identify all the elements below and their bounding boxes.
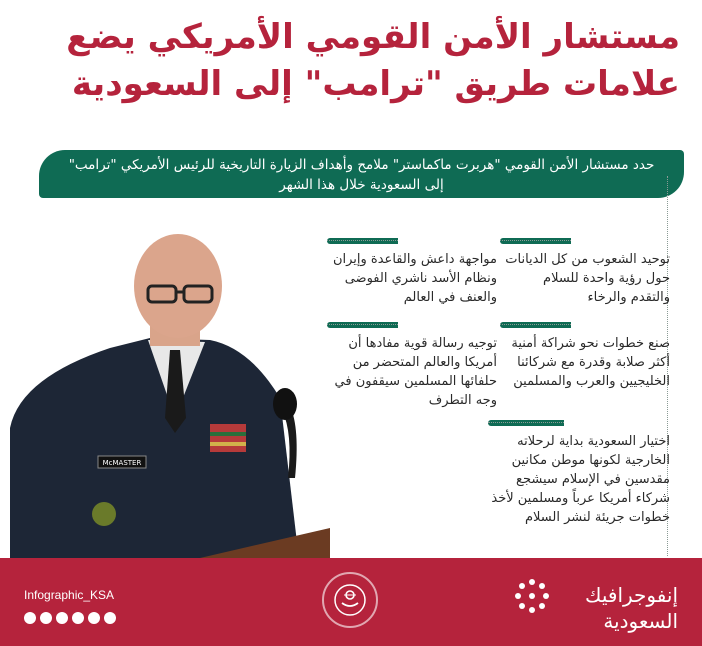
microphone-icon <box>273 388 297 420</box>
point-text: اختيار السعودية بداية لرحلاته الخارجية لكونها موطن مكانين مقدسين في الإسلام سيشجع شركاء أمريكا عرباً ومسلمين لأخذ خطوات جريئة لنشر السلام <box>491 434 670 525</box>
point-item-5 <box>488 420 670 527</box>
point-text: مواجهة داعش والقاعدة وإيران ونظام الأسد ناشري الفوضى والعنف في العالم <box>332 252 497 305</box>
intro-banner: حدد مستشار الأمن القومي "هربرت ماكماستر" ملامح وأهداف الزيارة التاريخية للرئيس الأمريكي "ترامب" إلى السعودية خلال هذا الشهر <box>39 150 684 198</box>
snapchat-icon[interactable] <box>88 612 100 624</box>
headline <box>20 14 680 108</box>
point-bar <box>327 238 398 244</box>
twitter-icon[interactable] <box>24 612 36 624</box>
point-text: توجيه رسالة قوية مفادها أن أمريكا والعالم المتحضر من حلفائها المسلمين سيقفون في وجه التطرف <box>334 336 497 408</box>
point-bar <box>500 238 571 244</box>
point-text: توحيد الشعوب من كل الديانات حول رؤية واحدة للسلام والتقدم والرخاء <box>505 252 670 305</box>
headline-line-2: علامات طريق "ترامب" إلى السعودية <box>71 64 680 104</box>
headline-line-1: مستشار الأمن القومي الأمريكي يضع <box>66 17 680 57</box>
instagram-icon[interactable] <box>72 612 84 624</box>
telegram-icon[interactable] <box>104 612 116 624</box>
point-item-4 <box>327 322 497 410</box>
point-item-3 <box>500 322 670 391</box>
youtube-icon[interactable] <box>56 612 68 624</box>
social-icons <box>24 612 116 624</box>
footer-bar <box>0 558 702 646</box>
brand-logo <box>585 582 678 634</box>
footer-handle: Infographic_KSA <box>24 588 115 602</box>
point-bar <box>500 322 571 328</box>
brand-dots-icon <box>512 576 552 616</box>
point-bar <box>488 420 564 426</box>
emblem-icon <box>322 572 378 628</box>
point-text: صنع خطوات نحو شراكة أمنية أكثر صلابة وقدرة مع شركائنا الخليجيين والعرب والمسلمين <box>511 336 670 389</box>
facebook-icon[interactable] <box>40 612 52 624</box>
point-item-1 <box>500 238 670 307</box>
point-bar <box>327 322 398 328</box>
point-item-2 <box>327 238 497 307</box>
brand-line-1: إنفوجرافيك <box>585 583 678 607</box>
brand-line-2: السعودية <box>603 609 678 633</box>
nameplate-text: McMASTER <box>102 459 142 467</box>
photo-person <box>0 228 330 568</box>
